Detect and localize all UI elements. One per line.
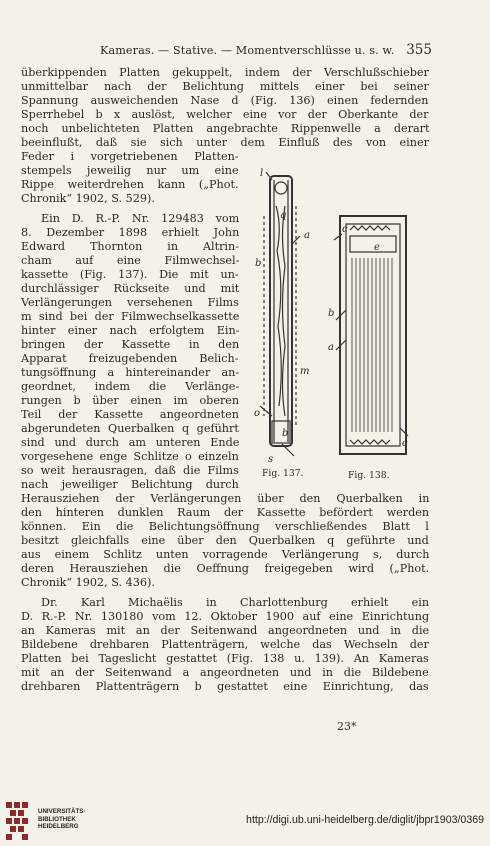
text-line: mit an der Seitenwand a angeordneten und in die Bildebene [21, 666, 429, 679]
text-line: Apparat freizugebenden Belich- [21, 352, 239, 365]
text-line: drehbaren Plattenträgern b gestattet eine Einrichtung, das [21, 680, 429, 693]
text-line: Teil der Kassette angeordneten [21, 408, 239, 421]
text-line: an Kameras mit an der Seitenwand angeordneten und in die [21, 624, 430, 637]
figure-137 [252, 166, 330, 466]
text-line: Edward Thornton in Altrin- [21, 240, 239, 253]
fig137-label-b2: b [282, 428, 289, 439]
text-line: Herausziehen der Verlängerungen über den Querbalken in [21, 492, 430, 505]
text-line: besitzt gleichfalls eine über den Querbalken q geführte und [21, 534, 429, 547]
text-line: Verlängerungen versehenen Films [21, 296, 239, 309]
page-footer [0, 800, 490, 846]
text-line: D. R.-P. Nr. 130180 vom 12. Oktober 1900 auf eine Einrichtung [21, 610, 430, 623]
figure-138 [328, 210, 410, 460]
text-line: kassette (Fig. 137). Die mit un- [21, 268, 239, 281]
text-line: vorgesehene enge Schlitze o einzeln [21, 450, 239, 463]
text-line: beeinflußt, daß sie sich unter dem Einfluß des von einer [21, 136, 429, 149]
fig138-label-e: e [374, 242, 380, 253]
fig138-label-c: c [342, 224, 348, 235]
text-line: stempels jeweilig nur um eine [21, 164, 239, 177]
figure-137-caption: Fig. 137. [262, 468, 304, 479]
fig138-label-a: a [328, 342, 334, 353]
text-line: hinter einer nach erfolgtem Ein- [21, 324, 240, 337]
fig137-label-q: q [280, 210, 287, 221]
text-line: Rippe weiterdrehen kann („Phot. [21, 178, 239, 191]
source-url-link[interactable]: http://digi.ub.uni-heidelberg.de/diglit/jbpr1903/0369 [246, 814, 484, 826]
text-line: geordnet, indem die Verlänge- [21, 380, 240, 393]
fig137-label-a: a [304, 230, 310, 241]
fig137-label-m: m [300, 366, 310, 377]
fig138-label-b: b [328, 308, 335, 319]
text-line: Chronik“ 1902, S. 436). [21, 576, 155, 589]
fig137-label-l: l [260, 168, 264, 179]
text-line: überkippenden Platten gekuppelt, indem der Verschlußschieber [21, 66, 429, 79]
text-line: m sind bei der Filmwechselkassette [21, 310, 240, 323]
fig137-label-b: b [255, 258, 262, 269]
text-line: bringen der Kassette in den [21, 338, 240, 351]
university-library-logo-icon [4, 800, 32, 842]
fig137-label-s: s [268, 454, 274, 465]
text-line: rungen b über einen im oberen [21, 394, 240, 407]
page-header [60, 44, 432, 62]
text-line: abgerundeten Querbalken q geführt [21, 422, 239, 435]
library-name: UNIVERSITÄTS- BIBLIOTHEK HEIDELBERG [38, 808, 86, 830]
page-number: 355 [406, 42, 432, 58]
text-line: deren Herausziehen die Oeffnung freigegeben wird („Phot. [21, 562, 430, 575]
text-line: Platten bei Tageslicht gestattet (Fig. 138 u. 139). An Kameras [21, 652, 429, 665]
text-line: können. Ein die Belichtungsöffnung verschließendes Blatt l [21, 520, 429, 533]
text-line: Feder i vorgetriebenen Platten- [21, 150, 239, 163]
text-line: nach jeweiliger Belichtung durch [21, 478, 239, 491]
fig137-label-o: o [254, 408, 261, 419]
text-line: unmittelbar nach der Belichtung mittels einer bei seiner [21, 80, 429, 93]
text-line: aus einem Schlitz unten vorragende Verlängerung s, durch [21, 548, 430, 561]
text-line: cham auf eine Filmwechsel- [21, 254, 240, 267]
text-line: 8. Dezember 1898 erhielt John [21, 226, 240, 239]
signature-mark: 23* [337, 720, 357, 733]
text-line: Sperrhebel b x auslöst, welcher eine vor der Oberkante der [21, 108, 429, 121]
figure-138-caption: Fig. 138. [348, 470, 390, 481]
text-line: Dr. Karl Michaëlis in Charlottenburg erhielt ein [41, 596, 430, 609]
running-title: Kameras. — Stative. — Momentverschlüsse u. s. w. [100, 44, 395, 57]
text-line: sind und durch am unteren Ende [21, 436, 240, 449]
text-line: durchlässiger Rückseite und mit [21, 282, 240, 295]
text-line: tungsöffnung a hintereinander an- [21, 366, 240, 379]
text-line: so weit herausragen, daß die Films [21, 464, 239, 477]
text-line: Spannung ausweichenden Nase d (Fig. 136) einen federnden [21, 94, 429, 107]
text-line: Chronik“ 1902, S. 529). [21, 192, 155, 205]
text-line: noch unbelichteten Platten angebrachte Rippenwelle a derart [21, 122, 430, 135]
text-line: Bildebene drehbaren Plattenträgern, welche das Wechseln der [21, 638, 429, 651]
text-line: Ein D. R.-P. Nr. 129483 vom [41, 212, 240, 225]
fig138-label-c2: c [402, 438, 408, 449]
text-line: den hinteren dunklen Raum der Kassette befördert werden [21, 506, 430, 519]
